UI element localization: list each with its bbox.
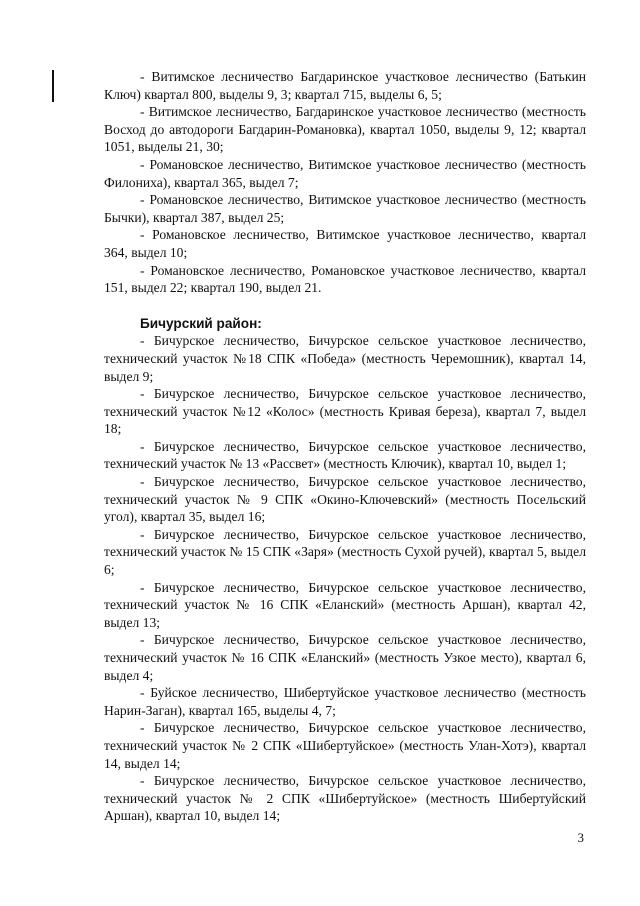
paragraph: - Бичурское лесничество, Бичурское сельское участковое лесничество, технический участок № 15 СПК «Заря» (местность Сухой ручей), квартал 5, выдел 6; <box>104 526 586 578</box>
paragraph: - Бичурское лесничество, Бичурское сельское участковое лесничество, технический участок № 9 СПК «Окино-Ключевский» (местность Посельский угол), квартал 35, выдел 16; <box>104 474 586 525</box>
paragraph: - Витимское лесничество Багдаринское участковое лесничество (Батькин Ключ) квартал 800, выделы 9, 3; квартал 715, выделы 6, 5; <box>104 69 586 102</box>
paragraph: - Романовское лесничество, Витимское участковое лесничество (местность Бычки), квартал 387, выдел 25; <box>104 192 586 225</box>
paragraph: - Бичурское лесничество, Бичурское сельское участковое лесничество, технический участок № 16 СПК «Еланский» (местность Аршан), квартал 42, выдел 13; <box>104 579 586 630</box>
paragraph: - Бичурское лесничество, Бичурское сельское участковое лесничество, технический участок № 13 «Рассвет» (местность Ключик), квартал 10, выдел 1; <box>104 438 586 472</box>
section-spacer <box>104 297 586 315</box>
paragraph: - Бичурское лесничество, Бичурское сельское участковое лесничество, технический участок № 16 СПК «Еланский» (местность Узкое место), квартал 6, выдел 4; <box>104 632 586 683</box>
paragraph: - Витимское лесничество, Багдаринское участковое лесничество (местность Восход до автодороги Багдарин-Романовка), квартал 1050, выделы 9, 12; квартал 1051, выделы 21, 30; <box>104 104 586 155</box>
document-body <box>104 68 586 825</box>
page-number: 3 <box>577 830 584 845</box>
section-vitim <box>104 68 586 297</box>
paragraph: - Бичурское лесничество, Бичурское сельское участковое лесничество, технический участок №12 «Колос» (местность Кривая береза), квартал 7, выдел 18; <box>104 386 586 437</box>
paragraph: - Романовское лесничество, Витимское участковое лесничество, квартал 364, выдел 10; <box>104 227 586 260</box>
paragraph: - Романовское лесничество, Витимское участковое лесничество (местность Филониха), квартал 365, выдел 7; <box>104 156 586 190</box>
paragraph: - Буйское лесничество, Шибертуйское участковое лесничество (местность Нарин-Заган), квартал 165, выделы 4, 7; <box>104 685 586 718</box>
paragraph: - Бичурское лесничество, Бичурское сельское участковое лесничество, технический участок № 2 СПК «Шибертуйское» (местность Улан-Хотэ), квартал 14, выдел 14; <box>104 720 586 771</box>
paragraph: - Романовское лесничество, Романовское участковое лесничество, квартал 151, выдел 22; квартал 190, выдел 21. <box>104 262 586 296</box>
paragraph: - Бичурское лесничество, Бичурское сельское участковое лесничество, технический участок № 2 СПК «Шибертуйское» (местность Шибертуйский Аршан), квартал 10, выдел 14; <box>104 773 586 824</box>
section-heading: Бичурский район: <box>140 315 262 331</box>
paragraph: - Бичурское лесничество, Бичурское сельское участковое лесничество, технический участок №18 СПК «Победа» (местность Черемошник), квартал 14, выдел 9; <box>104 333 586 384</box>
section-bichura <box>104 315 586 825</box>
margin-mark <box>52 70 54 102</box>
